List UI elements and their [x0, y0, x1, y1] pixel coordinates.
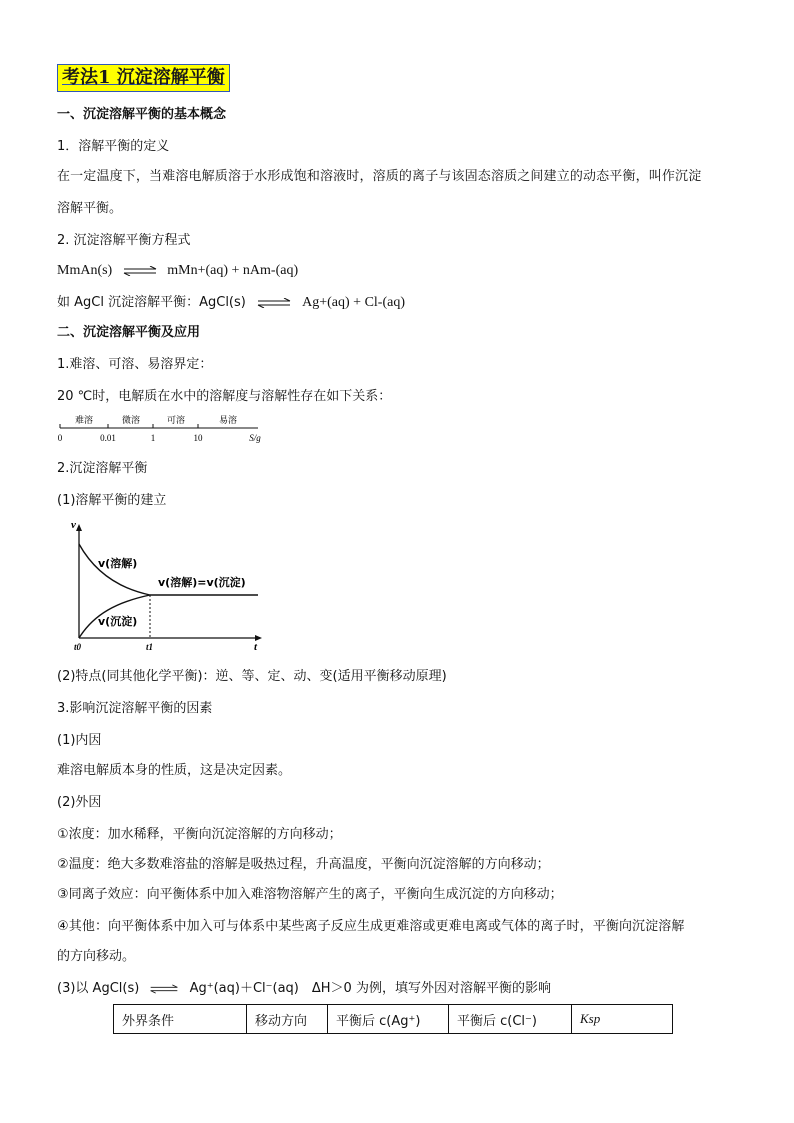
equation-label: 2. 沉淀溶解平衡方程式	[57, 233, 191, 248]
table-header-cell: Ksp	[572, 1005, 673, 1034]
definition-label: 1．溶解平衡的定义	[57, 139, 170, 154]
section2-heading: 二、沉淀溶解平衡及应用	[57, 325, 201, 340]
features-text: (2)特点(同其他化学平衡)：逆、等、定、动、变(适用平衡移动原理)	[57, 669, 447, 684]
equilibrium-arrow-icon	[149, 984, 179, 994]
definition-line2: 溶解平衡。	[57, 201, 123, 216]
graph-upper-curve-label: v(溶解)	[98, 557, 138, 570]
graph-lower-curve-label: v(沉淀)	[98, 615, 138, 628]
general-eq-left: MmAn(s)	[57, 263, 113, 278]
general-eq-right: mMn+(aq) + nAm-(aq)	[167, 263, 299, 278]
graph-t1-label: t1	[146, 642, 154, 652]
general-equation	[57, 262, 298, 280]
graph-equal-label: v(溶解)=v(沉淀)	[158, 576, 246, 589]
section1-heading: 一、沉淀溶解平衡的基本概念	[57, 107, 227, 122]
table-header-cell: 外界条件	[114, 1005, 247, 1034]
agcl-equation	[57, 294, 405, 312]
table-header-cell: 平衡后 c(Ag⁺)	[328, 1005, 449, 1034]
equilibrium-arrow-icon	[256, 298, 292, 308]
scale-tick: 1	[150, 433, 156, 443]
scale-category: 难溶	[74, 416, 94, 426]
factors-label: 3.影响沉淀溶解平衡的因素	[57, 701, 213, 716]
solubility-scale	[55, 412, 275, 446]
influence-table	[113, 1004, 673, 1034]
solubility-text: 20 ℃时，电解质在水中的溶解度与溶解性存在如下关系：	[57, 389, 392, 404]
graph-x-label: t	[254, 641, 258, 653]
factor-common-ion: ③同离子效应：向平衡体系中加入难溶物溶解产生的离子，平衡向生成沉淀的方向移动；	[57, 887, 563, 902]
page-title: 考法1 沉淀溶解平衡	[57, 64, 230, 92]
precipitation-label: 2.沉淀溶解平衡	[57, 461, 148, 476]
scale-category: 微溶	[121, 416, 141, 426]
internal-label: (1)内因	[57, 733, 102, 748]
factor-temperature: ②温度：绝大多数难溶盐的溶解是吸热过程，升高温度，平衡向沉淀溶解的方向移动；	[57, 857, 550, 872]
scale-unit: S/g	[249, 433, 261, 443]
table-header-cell: 移动方向	[247, 1005, 328, 1034]
scale-category: 可溶	[166, 416, 186, 426]
graph-y-label: v	[71, 519, 76, 531]
scale-tick: 10	[193, 433, 203, 443]
example-line	[57, 980, 551, 998]
equilibrium-arrow-icon	[122, 266, 158, 276]
factor-other-line2: 的方向移动。	[57, 949, 136, 964]
factor-concentration: ①浓度：加水稀释，平衡向沉淀溶解的方向移动；	[57, 827, 342, 842]
graph-t0-label: t0	[74, 642, 82, 652]
agcl-eq-prefix: 如 AgCl 沉淀溶解平衡：AgCl(s)	[57, 295, 246, 310]
scale-tick: 0	[57, 433, 63, 443]
scale-category: 易溶	[218, 416, 238, 426]
factor-other-line1: ④其他：向平衡体系中加入可与体系中某些离子反应生成更难溶或更难电离或气体的离子时，平衡向沉淀溶解	[57, 919, 685, 934]
table-header-cell: 平衡后 c(Cl⁻)	[449, 1005, 572, 1034]
table-row	[114, 1005, 673, 1034]
equilibrium-graph	[62, 516, 272, 656]
scale-tick: 0.01	[100, 433, 116, 443]
example-prefix: (3)以 AgCl(s)	[57, 981, 140, 996]
agcl-eq-right: Ag+(aq) + Cl-(aq)	[302, 295, 406, 310]
internal-text: 难溶电解质本身的性质，这是决定因素。	[57, 763, 292, 778]
example-suffix: Ag⁺(aq)＋Cl⁻(aq) ΔH＞0 为例，填写外因对溶解平衡的影响	[189, 981, 551, 996]
solubility-label: 1.难溶、可溶、易溶界定：	[57, 357, 213, 372]
definition-line1: 在一定温度下，当难溶电解质溶于水形成饱和溶液时，溶质的离子与该固态溶质之间建立的动态平衡，叫作沉淀	[57, 169, 702, 184]
establishment-label: (1)溶解平衡的建立	[57, 493, 167, 508]
external-label: (2)外因	[57, 795, 102, 810]
